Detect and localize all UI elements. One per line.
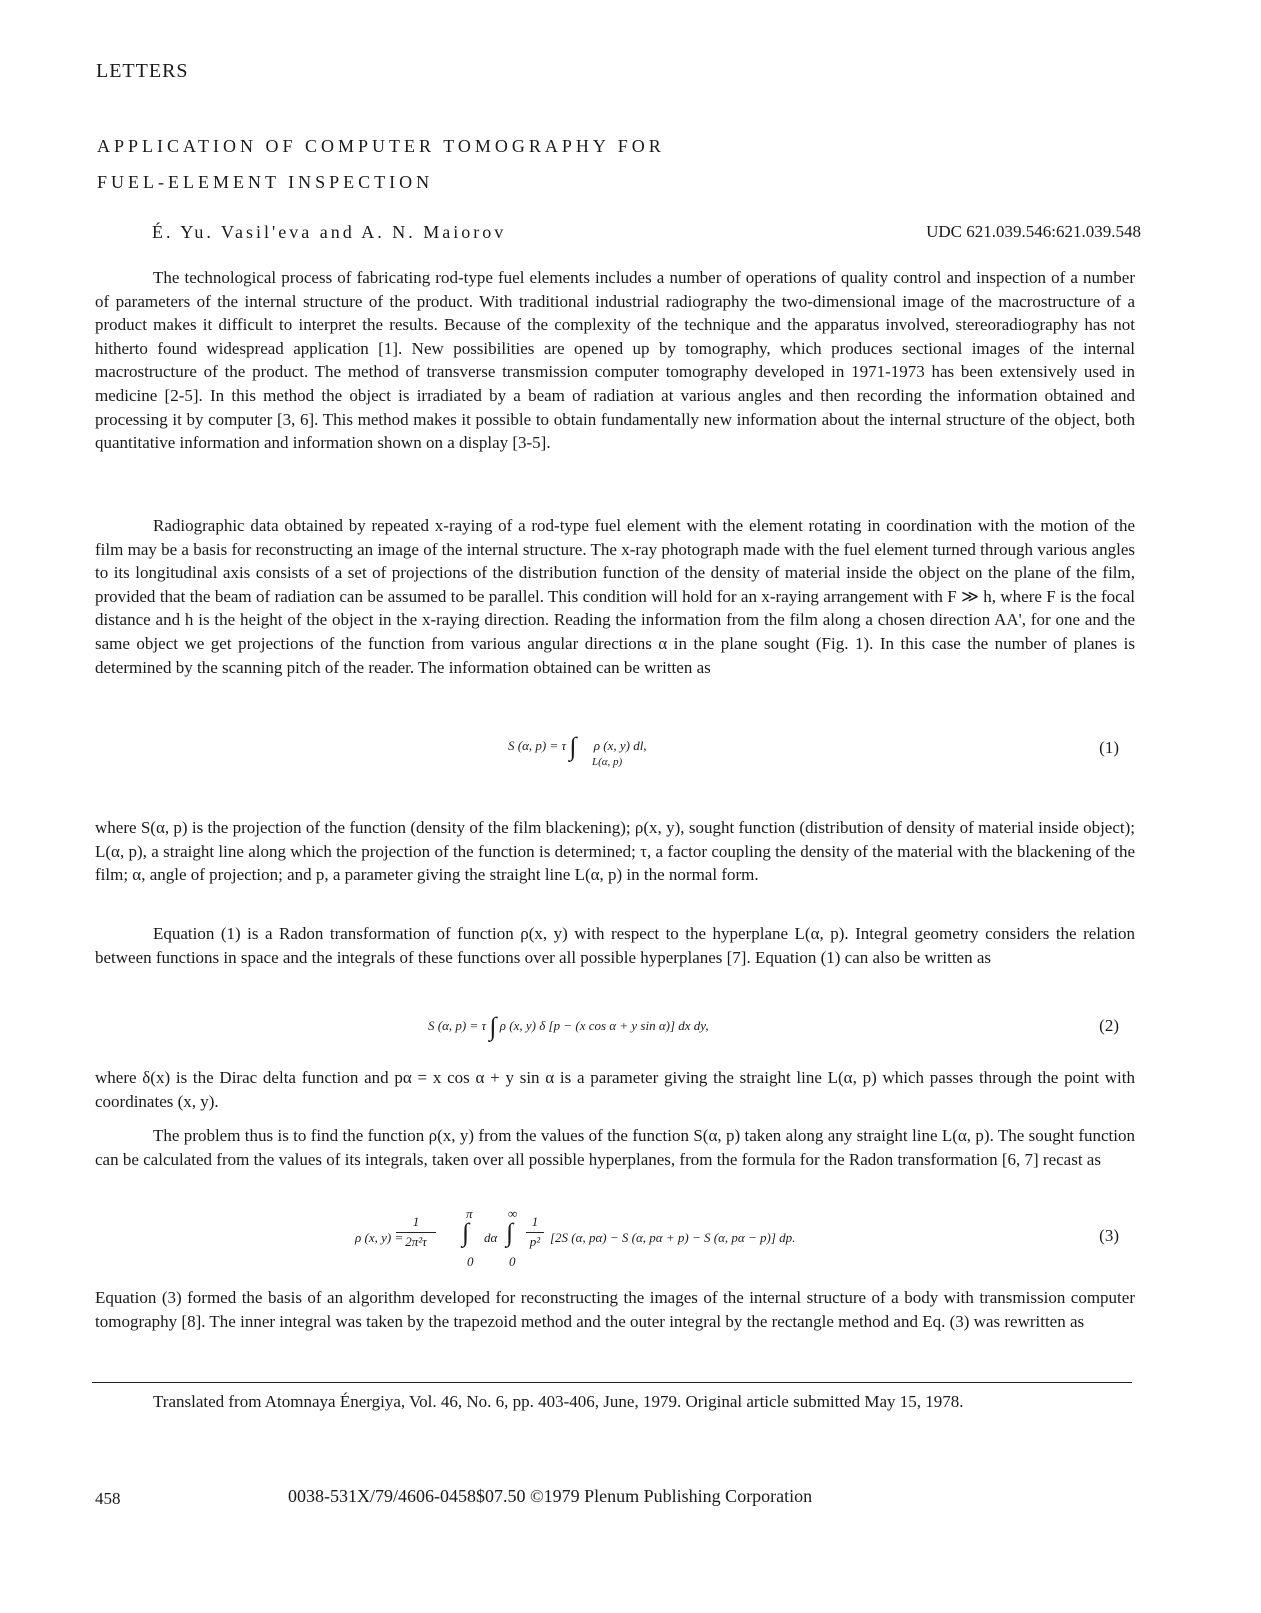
equation-1 xyxy=(0,726,1261,772)
equation-number-1: (1) xyxy=(1099,738,1119,757)
paragraph-4: Equation (1) is a Radon transformation of function ρ(x, y) with respect to the hyperplane L(α, p). Integral geometry considers the relation between functions in space and the integrals of these functions over all possible hyperplanes [7]. Equation (1) can also be written as xyxy=(95,924,1135,967)
eq2-integral-sign: ∫ xyxy=(489,1012,497,1041)
paragraph-6: The problem thus is to find the function ρ(x, y) from the values of the function S(α, p) taken along any straight line L(α, p). The sought function can be calculated from the values of its integrals, taken over all possible hyperplanes, from the formula for the Radon transformation [6, 7] recast as xyxy=(95,1126,1135,1169)
paragraph-7: Equation (3) formed the basis of an algorithm developed for reconstructing the images of the internal structure of a body with transmission computer tomography [8]. The inner integral was taken by the trapezoid method and the outer integral by the rectangle method and Eq. (3) was rewritten as xyxy=(95,1288,1135,1331)
eq3-frac-numerator: 1 xyxy=(412,1214,420,1229)
eq1-integral-sign: ∫ xyxy=(569,732,577,761)
eq3-frac2-numerator: 1 xyxy=(531,1214,539,1229)
eq1-lhs: S (α, p) = τ xyxy=(508,737,567,753)
paragraph-1: The technological process of fabricating rod-type fuel elements includes a number of operations of quality control and inspection of a number of parameters of the internal structure of the product. With traditional industrial radiography the two-dimensional image of the macrostructure of a product makes it difficult to interpret the results. Because of the complexity of the technique and the apparatus involved, stereoradiography has not hitherto found widespread application [1]. New possibilities are opened up by tomography, which produces sectional images of the internal macrostructure of the product. The method of transverse transmission computer tomography developed in 1971-1973 has been extensively used in medicine [2-5]. In this method the object is irradiated by a beam of radiation at various angles and then recording the information obtained and processing it by computer [3, 6]. This method makes it possible to obtain fundamentally new information about the internal structure of the object, both quantitative information and information shown on a display [3-5]. xyxy=(95,268,1135,453)
eq3-int1-lower: 0 xyxy=(467,1254,474,1269)
eq1-domain: L(α, p) xyxy=(592,756,623,768)
eq3-int1-upper: π xyxy=(466,1206,473,1221)
equation-number-2: (2) xyxy=(1099,1016,1119,1035)
eq3-frac-denominator: 2π²τ xyxy=(405,1234,427,1249)
imprint-line: 0038-531X/79/4606-0458$07.50 ©1979 Plenum Publishing Corporation xyxy=(288,1486,813,1506)
eq3-int2-sign: ∫ xyxy=(506,1218,514,1247)
paragraph-2: Radiographic data obtained by repeated x-raying of a rod-type fuel element with the element rotating in coordination with the motion of the film may be a basis for reconstructing an image of the internal structure. The x-ray photograph made with the fuel element turned through various angles to its longitudinal axis consists of a set of projections of the distribution function of the density of material inside the object on the plane of the film, provided that the beam of radiation can be assumed to be parallel. This condition will hold for an x-raying arrangement with F ≫ h, where F is the focal distance and h is the height of the object in the x-raying direction. Reading the information from the film along a chosen direction AA', for one and the same object we get projections of the function from various angular directions α in the plane sought (Fig. 1). In this case the number of planes is determined by the scanning pitch of the reader. The information obtained can be written as xyxy=(95,516,1135,677)
footnote-rule xyxy=(92,1382,1132,1383)
eq2-lhs: S (α, p) = τ xyxy=(428,1017,487,1033)
eq3-frac2-denominator: p² xyxy=(529,1234,541,1249)
article-title-line-1: APPLICATION OF COMPUTER TOMOGRAPHY FOR xyxy=(97,136,665,156)
eq3-lhs: ρ (x, y) = xyxy=(355,1230,404,1245)
equation-number-3: (3) xyxy=(1099,1226,1119,1245)
eq3-int1-sign: ∫ xyxy=(462,1218,470,1247)
eq3-int2-upper: ∞ xyxy=(508,1206,518,1221)
udc-code: UDC 621.039.546:621.039.548 xyxy=(926,222,1141,241)
footnote: Translated from Atomnaya Énergiya, Vol. 46, No. 6, pp. 403-406, June, 1979. Original article submitted May 15, 1978. xyxy=(153,1392,964,1411)
eq3-rhs: [2S (α, pα) − S (α, pα + p) − S (α, pα − p)] dp. xyxy=(550,1230,796,1245)
section-label: LETTERS xyxy=(96,60,189,82)
equation-3 xyxy=(0,1206,1261,1274)
paragraph-3: where S(α, p) is the projection of the function (density of the film blackening); ρ(x, y), sought function (distribution of density of material inside object); L(α, p), a straight line along which the projection of the function is determined; τ, a factor coupling the density of the material with the blackening of the film; α, angle of projection; and p, a parameter giving the straight line L(α, p) in the normal form. xyxy=(95,818,1135,885)
article-title-line-2: FUEL-ELEMENT INSPECTION xyxy=(97,172,434,192)
authors: É. Yu. Vasil'eva and A. N. Maiorov xyxy=(152,222,507,242)
eq2-rhs: ρ (x, y) δ [p − (x cos α + y sin α)] dx dy, xyxy=(499,1017,709,1033)
eq3-d-alpha: dα xyxy=(484,1230,498,1245)
page-number: 458 xyxy=(95,1489,121,1508)
equation-2 xyxy=(0,1010,1261,1044)
paragraph-5: where δ(x) is the Dirac delta function and pα = x cos α + y sin α is a parameter giving the straight line L(α, p) which passes through the point with coordinates (x, y). xyxy=(95,1068,1135,1111)
eq3-int2-lower: 0 xyxy=(509,1254,516,1269)
eq1-rhs: ρ (x, y) dl, xyxy=(593,737,647,753)
